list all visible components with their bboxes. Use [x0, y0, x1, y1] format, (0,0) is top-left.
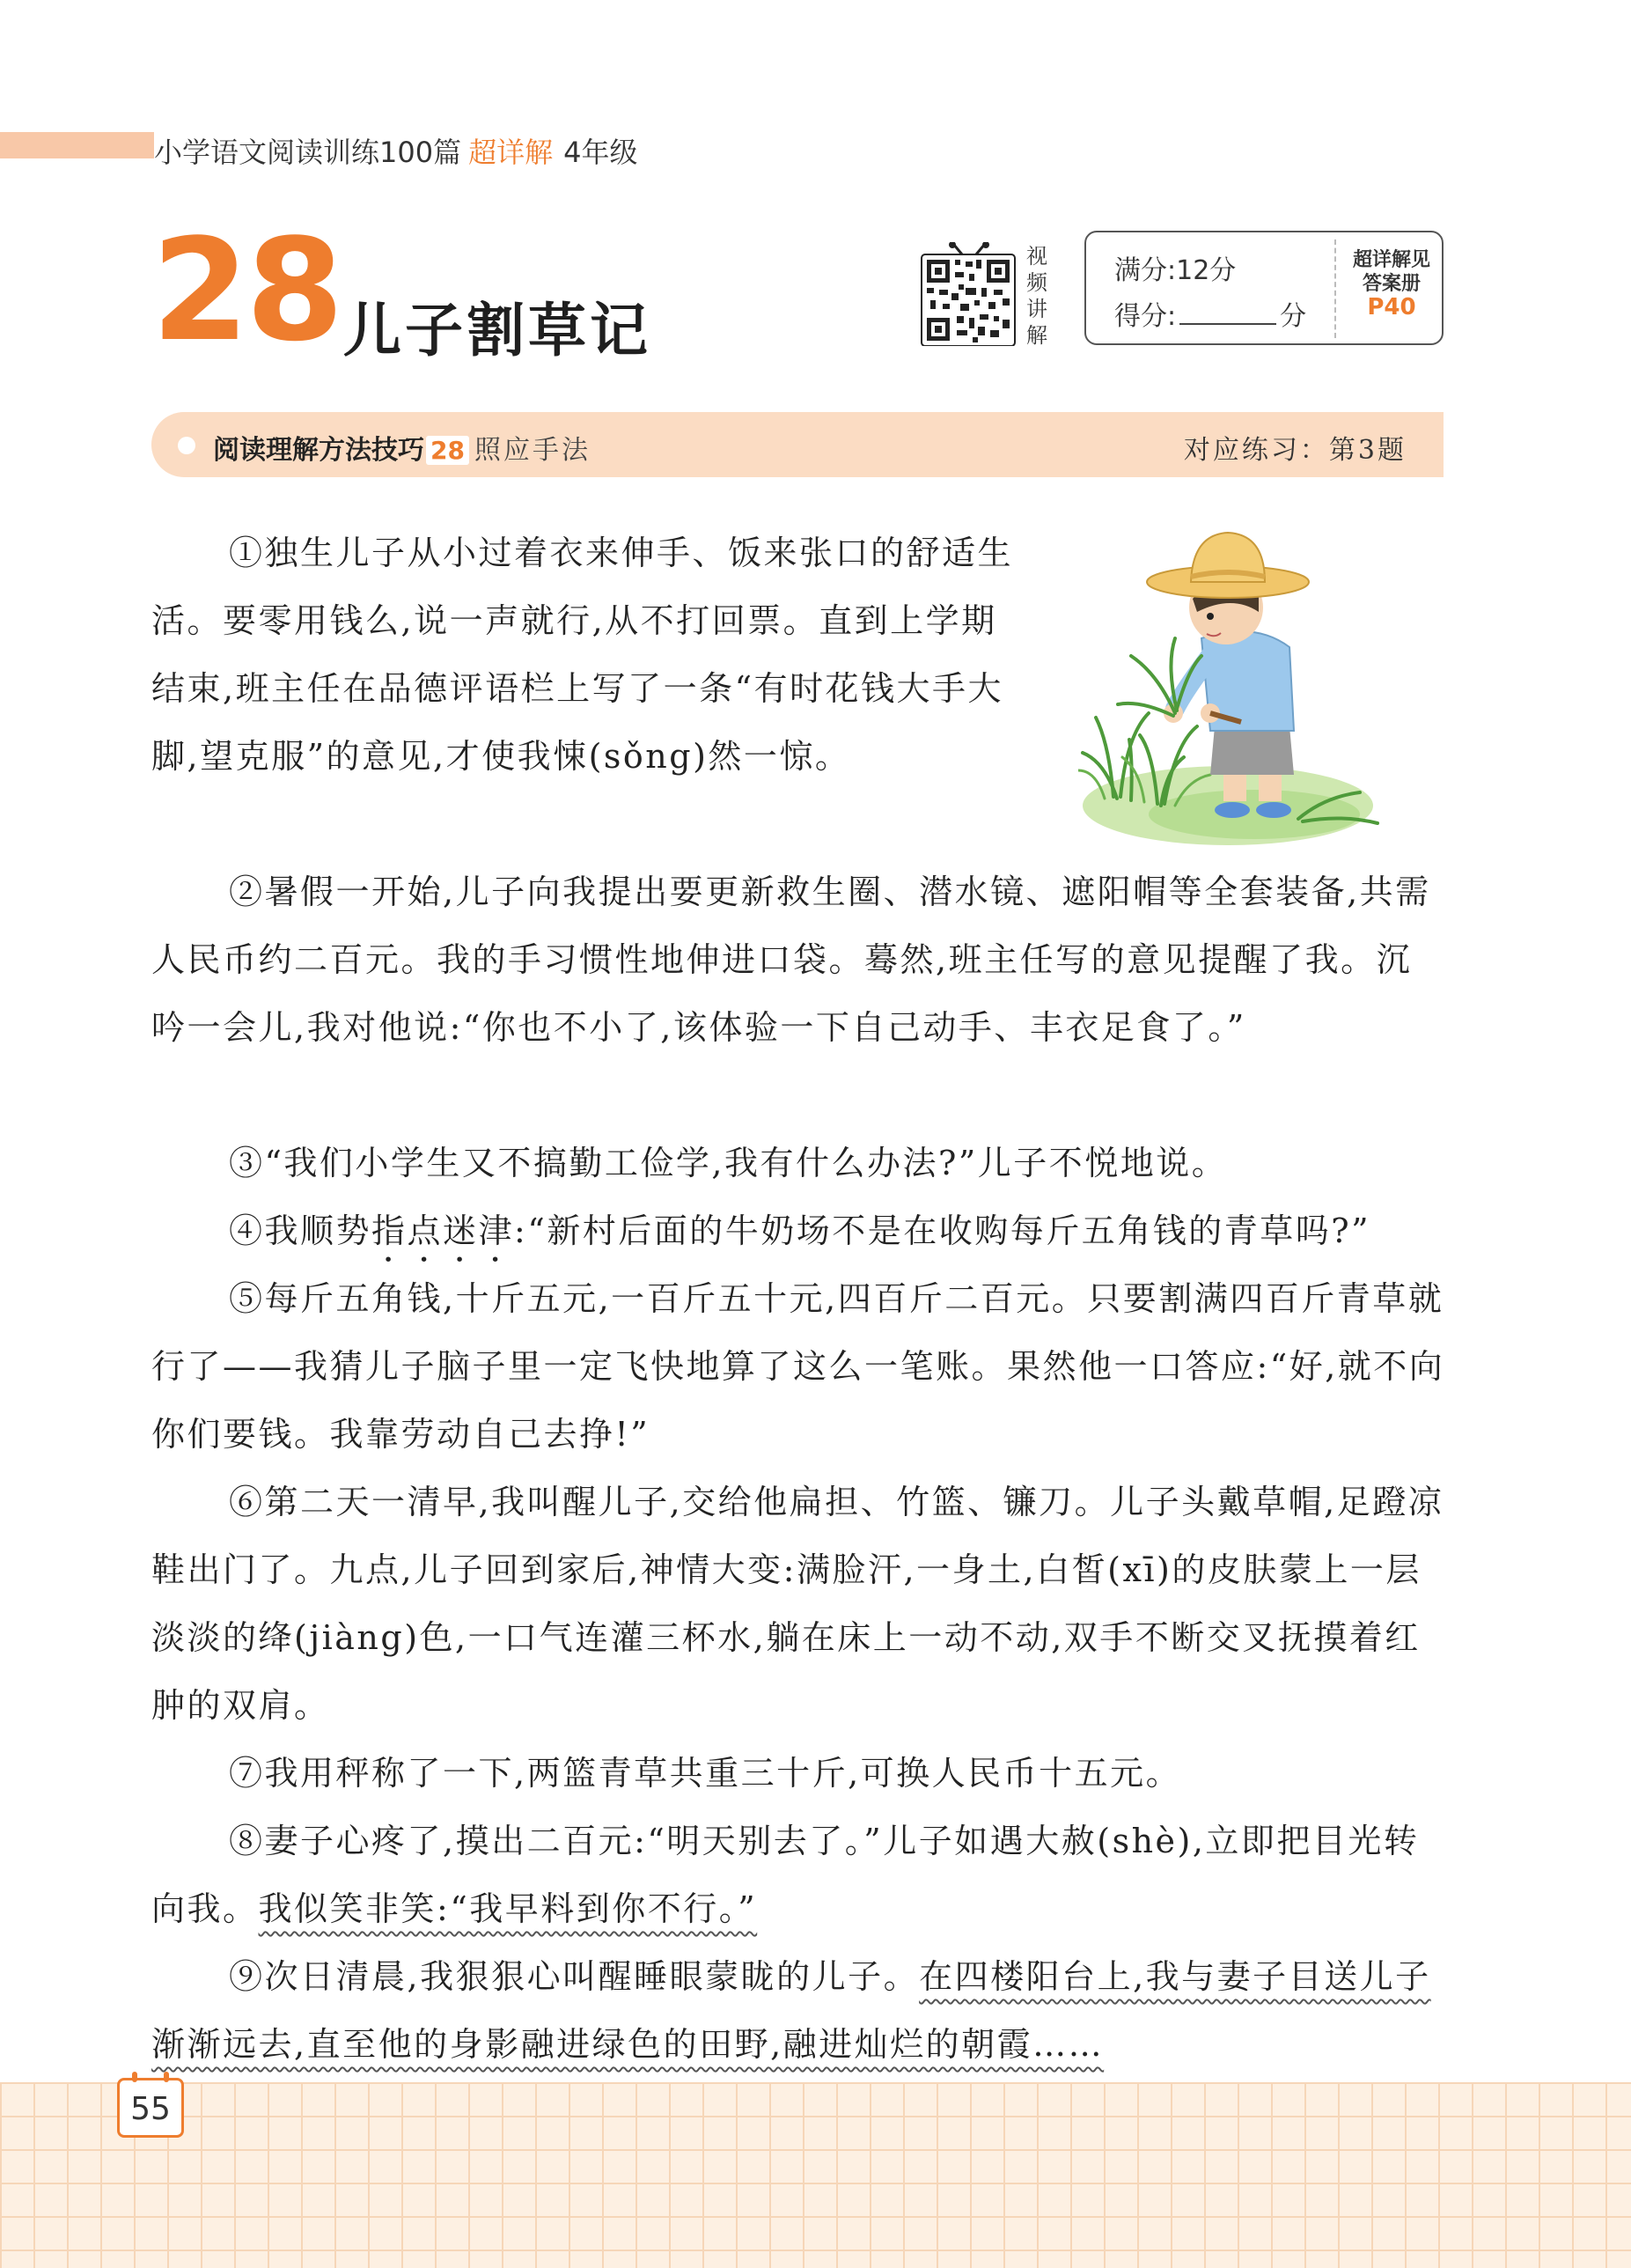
paragraph-5: ⑤每斤五角钱,十斤五元,一百斤五十元,四百斤二百元。只要割满四百斤青草就行了——我猜儿子脑子里一定飞快地算了这么一笔账。果然他一口答应:“好,就不向你们要钱。我靠劳动自己去挣!”: [151, 1279, 1445, 1454]
series-title: 小学语文阅读训练100篇: [154, 136, 462, 169]
answer-ref-line1: 超详解见: [1352, 249, 1430, 271]
method-number: 28: [426, 436, 469, 465]
bullet-dot-icon: [178, 437, 195, 454]
wavy-underlined-sentence: 我似笑非笑:“我早料到你不行。”: [258, 1889, 758, 1928]
paragraph-7: ⑦我用秤称了一下,两篮青草共重三十斤,可换人民币十五元。: [229, 1754, 1182, 1793]
paragraph-8-start: ⑧妻子心疼了,摸出二百元:“明天别去了。”儿子如遇大赦(shè),立即把目光转向我。: [151, 1822, 1420, 1928]
paragraph-1: ①独生儿子从小过着衣来伸手、饭来张口的舒适生活。要零用钱么,说一声就行,从不打回票。直到上学期结束,班主任在品德评语栏上写了一条“有时花钱大手大脚,望克服”的意见,才使我悚(sǒng)然一惊。: [151, 534, 1014, 776]
answer-ref-line2: 答案册: [1362, 273, 1421, 295]
header-band: [0, 132, 154, 158]
paragraph-9: [151, 1943, 1445, 2079]
paragraph-6: ⑥第二天一清早,我叫醒儿子,交给他扁担、竹篮、镰刀。儿子头戴草帽,足蹬凉鞋出门了。九点,儿子回到家后,神情大变:满脸汗,一身土,白皙(xī)的皮肤蒙上一层淡淡的绛(jiàng)色,一口气连灌三杯水,躺在床上一动不动,双手不断交叉抚摸着红肿的双肩。: [151, 1483, 1444, 1725]
paragraph-3: ③“我们小学生又不搞勤工俭学,我有什么办法?”儿子不悦地说。: [229, 1144, 1228, 1182]
practice-reference: 对应练习：第3题: [1183, 435, 1407, 466]
paragraph-9-start: ⑨次日清晨,我狠狠心叫醒睡眼蒙眬的儿子。: [229, 1957, 920, 1996]
score-box: [1084, 231, 1444, 345]
score-line: [1114, 294, 1306, 333]
qr-code-icon[interactable]: [920, 242, 1017, 346]
paragraph-2: ②暑假一开始,儿子向我提出要更新救生圈、潜水镜、遮阳帽等全套装备,共需人民币约二百元。我的手习惯性地伸进口袋。蓦然,班主任写的意见提醒了我。沉吟一会儿,我对他说:“你也不小了,该体验一下自己动手、丰衣足食了。”: [151, 873, 1431, 1047]
answer-page: P40: [1367, 294, 1416, 320]
lesson-number: 28: [151, 208, 341, 372]
paragraph-8: [151, 1808, 1445, 1943]
emphasized-phrase: 指点迷津: [371, 1211, 515, 1250]
score-blank[interactable]: [1179, 300, 1276, 325]
full-score: 满分:12分: [1114, 255, 1237, 286]
score-unit: 分: [1280, 301, 1307, 332]
score-divider: [1334, 239, 1336, 338]
footer-grid-background: [0, 2082, 1631, 2268]
boy-cutting-grass-illustration: [1078, 524, 1386, 858]
book-series-header: [154, 130, 637, 171]
method-title-group: [213, 428, 591, 467]
page-number-calendar: 55: [117, 2078, 184, 2138]
paragraph-4-end: :“新村后面的牛奶场不是在收购每斤五角钱的青草吗?”: [514, 1211, 1371, 1250]
grade-label: 4年级: [563, 136, 638, 169]
method-title: 阅读理解方法技巧: [213, 435, 424, 466]
answer-reference: [1341, 248, 1442, 320]
paragraph-4-start: ④我顺势: [229, 1211, 372, 1250]
paragraph-4: [151, 1197, 1445, 1270]
lesson-title: 儿子割草记: [343, 297, 651, 364]
wavy-underlined-sentence: 在四楼阳台上,我与妻子目送儿子渐渐远去,直至他的身影融进绿色的田野,融进灿烂的朝霞……: [151, 1957, 1431, 2064]
qr-video-label: 视频讲解: [1026, 244, 1047, 348]
method-name: 照应手法: [474, 435, 591, 466]
score-label: 得分:: [1114, 301, 1177, 332]
series-accent: 超详解: [468, 136, 554, 169]
method-banner: [151, 412, 1444, 477]
